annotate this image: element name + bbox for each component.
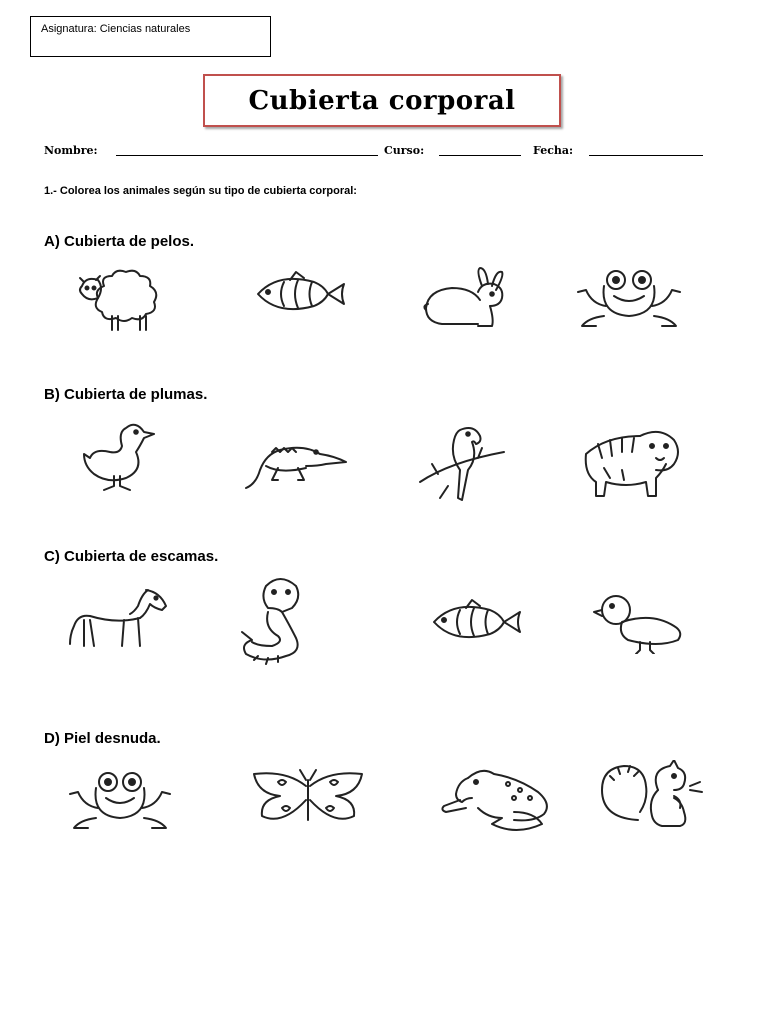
chick-icon[interactable] [592, 590, 688, 654]
duck-icon[interactable] [80, 420, 156, 492]
rabbit-icon[interactable] [422, 266, 512, 330]
fish-icon[interactable] [254, 270, 348, 318]
section-b-title: B) Cubierta de plumas. [44, 386, 208, 403]
sheep-icon[interactable] [74, 266, 166, 334]
parrot-icon[interactable] [418, 424, 508, 502]
fish-icon[interactable] [430, 598, 524, 646]
instruction-text: 1.- Colorea los animales según su tipo de cubierta corporal: [44, 185, 357, 197]
toad-icon[interactable] [438, 764, 554, 834]
horse-icon[interactable] [66, 584, 172, 648]
student-fields [44, 144, 724, 164]
title-box [203, 74, 561, 127]
squirrel-icon[interactable] [598, 760, 712, 830]
snake-icon[interactable] [238, 576, 312, 668]
tiger-icon[interactable] [582, 428, 690, 498]
page-title: Cubierta corporal [248, 85, 516, 116]
name-label: Nombre: [44, 144, 98, 157]
subject-label: Asignatura: Ciencias naturales [41, 23, 191, 35]
course-label: Curso: [384, 144, 425, 157]
subject-box [30, 16, 271, 57]
butterfly-icon[interactable] [248, 768, 368, 830]
section-c-title: C) Cubierta de escamas. [44, 548, 219, 565]
crocodile-icon[interactable] [242, 430, 348, 492]
frog-icon[interactable] [66, 768, 174, 830]
frog-icon[interactable] [574, 266, 684, 330]
section-a-title: A) Cubierta de pelos. [44, 233, 195, 250]
date-field[interactable] [589, 155, 703, 156]
name-field[interactable] [116, 155, 378, 156]
date-label: Fecha: [533, 144, 574, 157]
course-field[interactable] [439, 155, 521, 156]
section-d-title: D) Piel desnuda. [44, 730, 161, 747]
